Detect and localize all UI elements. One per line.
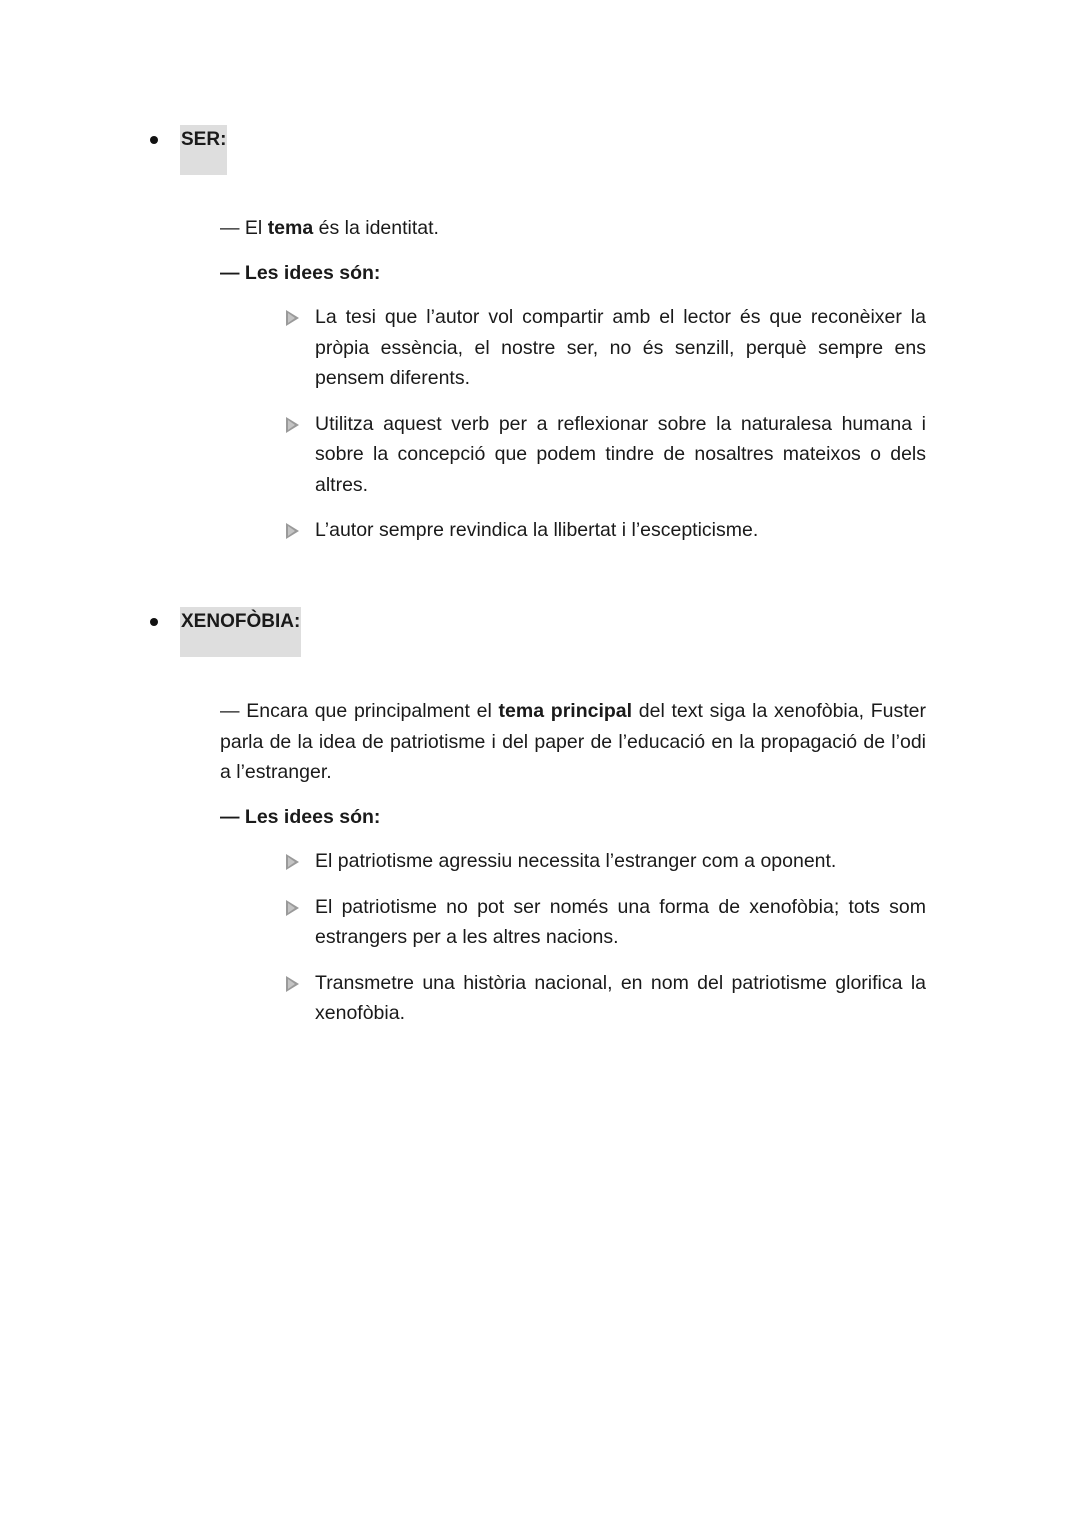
- section-heading-xenofobia: [150, 607, 301, 657]
- bullet-dot-icon: [150, 136, 158, 144]
- triangle-arrow-icon: [286, 976, 299, 992]
- section-body-xenofobia: [220, 696, 926, 1044]
- list-item: La tesi que l’autor vol compartir amb el lector és que reconèixer la pròpia essència, el nostre ser, no és senzill, perquè sempre ens pensem diferents.: [286, 302, 926, 394]
- theme-paragraph: — Encara que principalment el tema principal del text siga la xenofòbia, Fuster parla de la idea de patriotisme i del paper de l’educació en la propagació de l’odi a l’estranger.: [220, 700, 926, 783]
- triangle-arrow-icon: [286, 417, 299, 433]
- section-heading-ser: [150, 125, 227, 175]
- bullet-dot-icon: [150, 618, 158, 626]
- ideas-label: — Les idees són:: [220, 261, 381, 284]
- list-item: El patriotisme no pot ser només una forma de xenofòbia; tots som estrangers per a les altres nacions.: [286, 892, 926, 953]
- list-item: Utilitza aquest verb per a reflexionar sobre la naturalesa humana i sobre la concepció que podem tindre de nosaltres mateixos o dels altres.: [286, 409, 926, 501]
- theme-paragraph: — El tema és la identitat.: [220, 217, 439, 239]
- heading-label: SER:: [180, 125, 227, 175]
- triangle-arrow-icon: [286, 854, 299, 870]
- triangle-arrow-icon: [286, 900, 299, 916]
- triangle-arrow-icon: [286, 310, 299, 326]
- ideas-list: [286, 302, 926, 546]
- list-item: L’autor sempre revindica la llibertat i l’escepticisme.: [286, 515, 926, 546]
- section-body-ser: [220, 213, 926, 561]
- list-item: El patriotisme agressiu necessita l’estranger com a oponent.: [286, 846, 926, 877]
- list-item: Transmetre una història nacional, en nom del patriotisme glorifica la xenofòbia.: [286, 968, 926, 1029]
- ideas-label: — Les idees són:: [220, 805, 381, 828]
- triangle-arrow-icon: [286, 523, 299, 539]
- heading-label: XENOFÒBIA:: [180, 607, 301, 657]
- ideas-list: [286, 846, 926, 1029]
